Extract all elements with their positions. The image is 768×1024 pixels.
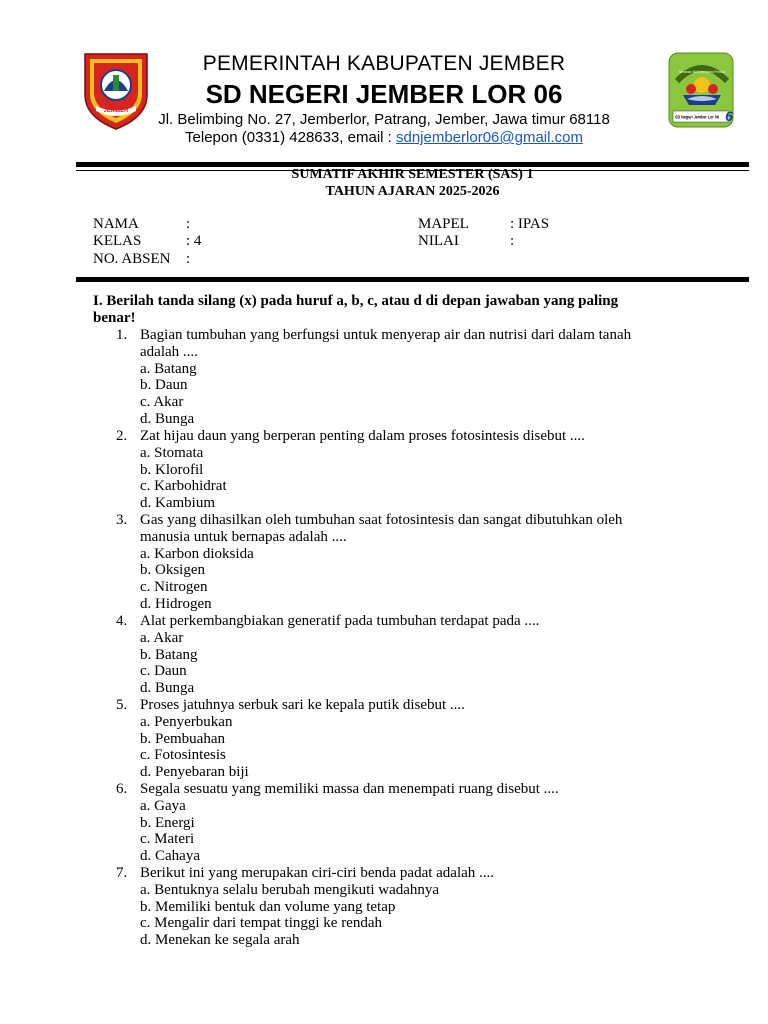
svg-text:JEMBER: JEMBER: [103, 108, 129, 114]
mapel-label: MAPEL: [418, 216, 469, 232]
question-text: Proses jatuhnya serbuk sari ke kepala putik disebut ....: [140, 697, 465, 713]
nilai-field[interactable]: :: [510, 233, 515, 249]
answer-option[interactable]: d. Cahaya: [140, 848, 200, 865]
exam-title: SUMATIF AKHIR SEMESTER (SAS) 1: [291, 167, 534, 182]
question-number: 2.: [116, 428, 128, 444]
answer-option[interactable]: d. Hidrogen: [140, 595, 212, 612]
answer-option[interactable]: a. Gaya: [140, 797, 186, 814]
question-number: 1.: [116, 327, 128, 343]
nama-field[interactable]: :: [186, 216, 191, 232]
answer-option[interactable]: c. Mengalir dari tempat tinggi ke rendah: [140, 915, 382, 932]
answer-option[interactable]: a. Akar: [140, 629, 184, 646]
question-text: Zat hijau daun yang berperan penting dalam proses fotosintesis disebut ....: [140, 428, 585, 444]
absen-field[interactable]: :: [186, 251, 191, 267]
question-text: Alat perkembangbiakan generatif pada tumbuhan terdapat pada ....: [140, 613, 540, 629]
answer-option[interactable]: d. Kambium: [140, 495, 215, 512]
answer-option[interactable]: a. Batang: [140, 360, 197, 377]
nilai-label: NILAI: [418, 233, 459, 249]
answer-option[interactable]: c. Daun: [140, 663, 187, 680]
answer-option[interactable]: d. Bunga: [140, 680, 195, 697]
section-instruction: I. Berilah tanda silang (x) pada huruf a, b, c, atau d di depan jawaban yang paling benar!: [93, 293, 619, 326]
answer-option[interactable]: b. Oksigen: [140, 562, 205, 579]
answer-option[interactable]: b. Daun: [140, 377, 188, 394]
question-number: 3.: [116, 512, 128, 528]
answer-option[interactable]: c. Materi: [140, 831, 195, 848]
kelas-label: KELAS: [93, 233, 142, 249]
answer-option[interactable]: b. Pembuahan: [140, 730, 225, 747]
svg-text:Menanam Budi Mendulang Prestas: Menanam Budi Mendulang Prestasi: [679, 69, 726, 74]
answer-option[interactable]: c. Nitrogen: [140, 579, 208, 596]
phone-text: Telepon (0331) 428633, email :: [185, 129, 396, 146]
answer-option[interactable]: c. Karbohidrat: [140, 478, 227, 495]
question-text: Gas yang dihasilkan oleh tumbuhan saat fotosintesis dan sangat dibutuhkan oleh manusia untuk bernapas adalah ....: [140, 512, 623, 545]
school-badge-icon: [667, 51, 737, 131]
question-number: 5.: [116, 697, 128, 713]
answer-option[interactable]: d. Penyebaran biji: [140, 764, 249, 781]
answer-option[interactable]: a. Bentuknya selalu berubah mengikuti wadahnya: [140, 881, 440, 898]
school-address: Jl. Belimbing No. 27, Jemberlor, Patrang, Jember, Jawa timur 68118: [158, 111, 610, 128]
identity-divider: [76, 277, 749, 282]
svg-text:SD Negeri Jember Lor 06: SD Negeri Jember Lor 06: [675, 114, 720, 120]
answer-option[interactable]: b. Memiliki bentuk dan volume yang tetap: [140, 898, 396, 915]
school-contact: [150, 129, 618, 146]
question-text: Segala sesuatu yang memiliki massa dan menempati ruang disebut ....: [140, 781, 559, 797]
nama-label: NAMA: [93, 216, 139, 232]
answer-option[interactable]: d. Menekan ke segala arah: [140, 932, 300, 949]
jember-regency-crest-icon: [82, 51, 150, 131]
answer-option[interactable]: a. Stomata: [140, 444, 204, 461]
answer-option[interactable]: b. Energi: [140, 814, 195, 831]
absen-label: NO. ABSEN: [93, 251, 171, 267]
question-number: 7.: [116, 865, 128, 881]
question-text: Bagian tumbuhan yang berfungsi untuk menyerap air dan nutrisi dari dalam tanah adalah ....: [140, 327, 632, 360]
question-number: 6.: [116, 781, 128, 797]
answer-option[interactable]: c. Fotosintesis: [140, 747, 226, 764]
email-link[interactable]: sdnjemberlor06@gmail.com: [396, 129, 583, 146]
answer-option[interactable]: c. Akar: [140, 394, 184, 411]
answer-option[interactable]: a. Karbon dioksida: [140, 545, 254, 562]
answer-option[interactable]: a. Penyerbukan: [140, 713, 233, 730]
answer-option[interactable]: b. Klorofil: [140, 461, 204, 478]
svg-text:6: 6: [725, 108, 733, 124]
school-name: SD NEGERI JEMBER LOR 06: [205, 79, 563, 109]
answer-option[interactable]: b. Batang: [140, 646, 198, 663]
question-text: Berikut ini yang merupakan ciri-ciri benda padat adalah ....: [140, 865, 495, 881]
exam-year: TAHUN AJARAN 2025-2026: [325, 184, 500, 199]
question-number: 4.: [116, 613, 128, 629]
government-title: PEMERINTAH KABUPATEN JEMBER: [202, 52, 566, 75]
kelas-value: : 4: [186, 233, 202, 249]
mapel-value: : IPAS: [510, 216, 550, 232]
answer-option[interactable]: d. Bunga: [140, 410, 195, 427]
